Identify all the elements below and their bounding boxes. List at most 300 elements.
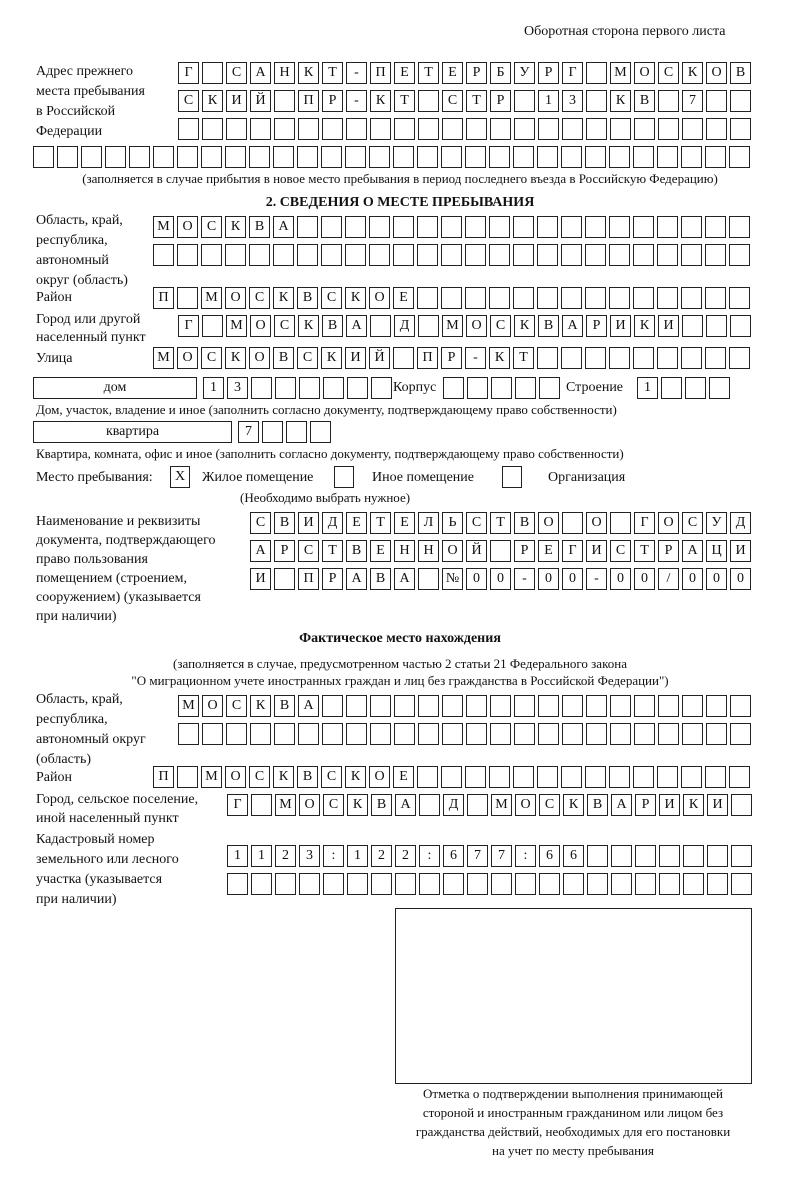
district-cell[interactable]: [705, 287, 726, 309]
document-cell[interactable]: С: [610, 540, 631, 562]
previous-address-cell[interactable]: К: [370, 90, 391, 112]
cadastral-cell[interactable]: [515, 873, 536, 895]
document-cell[interactable]: Т: [370, 512, 391, 534]
apartment-cell[interactable]: 7: [238, 421, 259, 443]
district-cell[interactable]: [729, 287, 750, 309]
district-cell[interactable]: [177, 287, 198, 309]
document-cell[interactable]: Д: [730, 512, 751, 534]
previous-address-cell[interactable]: -: [346, 90, 367, 112]
street-cell[interactable]: П: [417, 347, 438, 369]
cadastral-cell[interactable]: 1: [251, 845, 272, 867]
house-type-field[interactable]: дом: [33, 377, 197, 399]
actual-region-cell[interactable]: [706, 695, 727, 717]
previous-address-cell[interactable]: Т: [322, 62, 343, 84]
region-cell[interactable]: [441, 216, 462, 238]
actual-region-cell[interactable]: [490, 723, 511, 745]
actual-region-cell[interactable]: [490, 695, 511, 717]
actual-district-cell[interactable]: [465, 766, 486, 788]
actual-region-cell[interactable]: [322, 695, 343, 717]
actual-district-cell[interactable]: [681, 766, 702, 788]
document-cell[interactable]: П: [298, 568, 319, 590]
street-cell[interactable]: С: [201, 347, 222, 369]
region-cell[interactable]: [489, 216, 510, 238]
region-cell[interactable]: [609, 244, 630, 266]
previous-address-cell[interactable]: Е: [442, 62, 463, 84]
city-cell[interactable]: Г: [178, 315, 199, 337]
previous-address-cell[interactable]: [417, 146, 438, 168]
city-cell[interactable]: В: [322, 315, 343, 337]
house-cell[interactable]: 3: [227, 377, 248, 399]
region-cell[interactable]: А: [273, 216, 294, 238]
actual-district-cell[interactable]: [537, 766, 558, 788]
actual-city-cell[interactable]: [467, 794, 488, 816]
previous-address-cell[interactable]: П: [298, 90, 319, 112]
previous-address-cell[interactable]: [586, 118, 607, 140]
actual-city-cell[interactable]: А: [395, 794, 416, 816]
region-cell[interactable]: [153, 244, 174, 266]
previous-address-cell[interactable]: [201, 146, 222, 168]
document-cell[interactable]: С: [298, 540, 319, 562]
actual-district-cell[interactable]: С: [321, 766, 342, 788]
document-cell[interactable]: С: [250, 512, 271, 534]
actual-region-cell[interactable]: [418, 723, 439, 745]
previous-address-cell[interactable]: У: [514, 62, 535, 84]
district-cell[interactable]: [537, 287, 558, 309]
district-cell[interactable]: К: [273, 287, 294, 309]
region-cell[interactable]: [705, 216, 726, 238]
cadastral-cell[interactable]: [563, 873, 584, 895]
actual-region-cell[interactable]: [658, 695, 679, 717]
city-cell[interactable]: Д: [394, 315, 415, 337]
apartment-cell[interactable]: [286, 421, 307, 443]
street-cell[interactable]: О: [177, 347, 198, 369]
cadastral-cell[interactable]: [611, 873, 632, 895]
region-cell[interactable]: В: [249, 216, 270, 238]
previous-address-cell[interactable]: [129, 146, 150, 168]
street-cell[interactable]: К: [225, 347, 246, 369]
document-cell[interactable]: [610, 512, 631, 534]
actual-district-cell[interactable]: [609, 766, 630, 788]
actual-district-cell[interactable]: П: [153, 766, 174, 788]
actual-region-cell[interactable]: [634, 723, 655, 745]
building-cell[interactable]: [491, 377, 512, 399]
previous-address-cell[interactable]: [250, 118, 271, 140]
document-cell[interactable]: 0: [466, 568, 487, 590]
region-cell[interactable]: [273, 244, 294, 266]
actual-region-cell[interactable]: [202, 723, 223, 745]
region-cell[interactable]: [561, 244, 582, 266]
actual-region-cell[interactable]: [346, 723, 367, 745]
previous-address-cell[interactable]: [441, 146, 462, 168]
region-cell[interactable]: [417, 216, 438, 238]
region-cell[interactable]: [297, 244, 318, 266]
previous-address-cell[interactable]: [81, 146, 102, 168]
district-cell[interactable]: [513, 287, 534, 309]
actual-region-cell[interactable]: [682, 695, 703, 717]
cadastral-cell[interactable]: 7: [491, 845, 512, 867]
actual-city-cell[interactable]: К: [347, 794, 368, 816]
document-cell[interactable]: В: [514, 512, 535, 534]
street-cell[interactable]: Т: [513, 347, 534, 369]
region-cell[interactable]: [369, 216, 390, 238]
cadastral-cell[interactable]: [395, 873, 416, 895]
cadastral-cell[interactable]: [251, 873, 272, 895]
cadastral-cell[interactable]: [227, 873, 248, 895]
document-cell[interactable]: В: [274, 512, 295, 534]
actual-district-cell[interactable]: [633, 766, 654, 788]
region-cell[interactable]: К: [225, 216, 246, 238]
cadastral-cell[interactable]: [467, 873, 488, 895]
city-cell[interactable]: Р: [586, 315, 607, 337]
previous-address-cell[interactable]: [297, 146, 318, 168]
actual-region-cell[interactable]: [682, 723, 703, 745]
previous-address-cell[interactable]: [562, 118, 583, 140]
street-cell[interactable]: О: [249, 347, 270, 369]
document-cell[interactable]: Т: [490, 512, 511, 534]
actual-city-cell[interactable]: К: [563, 794, 584, 816]
previous-address-cell[interactable]: В: [730, 62, 751, 84]
cadastral-cell[interactable]: 2: [275, 845, 296, 867]
city-cell[interactable]: О: [466, 315, 487, 337]
actual-region-cell[interactable]: [658, 723, 679, 745]
region-cell[interactable]: [417, 244, 438, 266]
street-cell[interactable]: И: [345, 347, 366, 369]
region-cell[interactable]: [657, 244, 678, 266]
actual-city-cell[interactable]: С: [323, 794, 344, 816]
previous-address-cell[interactable]: С: [442, 90, 463, 112]
district-cell[interactable]: В: [297, 287, 318, 309]
actual-district-cell[interactable]: О: [369, 766, 390, 788]
actual-region-cell[interactable]: [706, 723, 727, 745]
previous-address-cell[interactable]: [657, 146, 678, 168]
actual-region-cell[interactable]: [442, 695, 463, 717]
document-cell[interactable]: Г: [634, 512, 655, 534]
street-cell[interactable]: Й: [369, 347, 390, 369]
previous-address-cell[interactable]: [465, 146, 486, 168]
previous-address-cell[interactable]: [274, 118, 295, 140]
document-cell[interactable]: [418, 568, 439, 590]
previous-address-cell[interactable]: [514, 90, 535, 112]
previous-address-cell[interactable]: [178, 118, 199, 140]
previous-address-cell[interactable]: [442, 118, 463, 140]
actual-city-cell[interactable]: С: [539, 794, 560, 816]
document-cell[interactable]: [562, 512, 583, 534]
actual-district-cell[interactable]: [561, 766, 582, 788]
region-cell[interactable]: М: [153, 216, 174, 238]
district-cell[interactable]: [609, 287, 630, 309]
document-cell[interactable]: [490, 540, 511, 562]
actual-region-cell[interactable]: [538, 695, 559, 717]
document-cell[interactable]: Т: [322, 540, 343, 562]
district-cell[interactable]: [633, 287, 654, 309]
region-cell[interactable]: [393, 216, 414, 238]
apartment-cell[interactable]: [262, 421, 283, 443]
previous-address-cell[interactable]: [202, 62, 223, 84]
region-cell[interactable]: [441, 244, 462, 266]
actual-city-cell[interactable]: М: [275, 794, 296, 816]
region-cell[interactable]: [537, 244, 558, 266]
cadastral-cell[interactable]: 6: [563, 845, 584, 867]
cadastral-cell[interactable]: [539, 873, 560, 895]
cadastral-cell[interactable]: :: [323, 845, 344, 867]
document-cell[interactable]: А: [682, 540, 703, 562]
actual-region-cell[interactable]: [514, 723, 535, 745]
street-cell[interactable]: [657, 347, 678, 369]
actual-district-cell[interactable]: М: [201, 766, 222, 788]
city-cell[interactable]: А: [562, 315, 583, 337]
previous-address-cell[interactable]: Е: [394, 62, 415, 84]
actual-region-cell[interactable]: [586, 695, 607, 717]
previous-address-cell[interactable]: [370, 118, 391, 140]
house-cell[interactable]: [299, 377, 320, 399]
region-cell[interactable]: [585, 216, 606, 238]
previous-address-cell[interactable]: [538, 118, 559, 140]
document-cell[interactable]: Ц: [706, 540, 727, 562]
previous-address-cell[interactable]: Б: [490, 62, 511, 84]
region-cell[interactable]: [225, 244, 246, 266]
district-cell[interactable]: К: [345, 287, 366, 309]
document-cell[interactable]: Р: [322, 568, 343, 590]
region-cell[interactable]: [369, 244, 390, 266]
actual-city-cell[interactable]: И: [707, 794, 728, 816]
city-cell[interactable]: С: [274, 315, 295, 337]
cadastral-cell[interactable]: [323, 873, 344, 895]
street-cell[interactable]: Р: [441, 347, 462, 369]
document-cell[interactable]: В: [370, 568, 391, 590]
previous-address-cell[interactable]: Й: [250, 90, 271, 112]
region-cell[interactable]: [489, 244, 510, 266]
document-cell[interactable]: Н: [418, 540, 439, 562]
cadastral-cell[interactable]: [611, 845, 632, 867]
region-cell[interactable]: [345, 216, 366, 238]
actual-city-cell[interactable]: Р: [635, 794, 656, 816]
actual-district-cell[interactable]: Е: [393, 766, 414, 788]
street-cell[interactable]: М: [153, 347, 174, 369]
cadastral-cell[interactable]: 6: [443, 845, 464, 867]
actual-region-cell[interactable]: К: [250, 695, 271, 717]
district-cell[interactable]: [441, 287, 462, 309]
structure-cell[interactable]: [661, 377, 682, 399]
city-cell[interactable]: [202, 315, 223, 337]
document-cell[interactable]: 0: [562, 568, 583, 590]
cadastral-cell[interactable]: [731, 873, 752, 895]
previous-address-cell[interactable]: [658, 90, 679, 112]
previous-address-cell[interactable]: [489, 146, 510, 168]
document-cell[interactable]: Р: [514, 540, 535, 562]
cadastral-cell[interactable]: 1: [347, 845, 368, 867]
previous-address-cell[interactable]: М: [610, 62, 631, 84]
previous-address-cell[interactable]: [394, 118, 415, 140]
cadastral-cell[interactable]: [707, 845, 728, 867]
previous-address-cell[interactable]: [273, 146, 294, 168]
region-cell[interactable]: [633, 244, 654, 266]
document-cell[interactable]: Е: [370, 540, 391, 562]
district-cell[interactable]: [561, 287, 582, 309]
actual-region-cell[interactable]: [610, 723, 631, 745]
actual-district-cell[interactable]: С: [249, 766, 270, 788]
street-cell[interactable]: С: [297, 347, 318, 369]
district-cell[interactable]: О: [225, 287, 246, 309]
city-cell[interactable]: [418, 315, 439, 337]
city-cell[interactable]: К: [634, 315, 655, 337]
previous-address-cell[interactable]: [369, 146, 390, 168]
actual-district-cell[interactable]: [441, 766, 462, 788]
street-cell[interactable]: -: [465, 347, 486, 369]
previous-address-cell[interactable]: [729, 146, 750, 168]
actual-region-cell[interactable]: [370, 723, 391, 745]
previous-address-cell[interactable]: [322, 118, 343, 140]
street-cell[interactable]: [633, 347, 654, 369]
building-cell[interactable]: [539, 377, 560, 399]
building-cell[interactable]: [467, 377, 488, 399]
actual-city-cell[interactable]: К: [683, 794, 704, 816]
actual-region-cell[interactable]: [730, 723, 751, 745]
previous-address-cell[interactable]: [346, 118, 367, 140]
actual-region-cell[interactable]: [178, 723, 199, 745]
previous-address-cell[interactable]: -: [346, 62, 367, 84]
previous-address-cell[interactable]: Р: [490, 90, 511, 112]
previous-address-cell[interactable]: С: [658, 62, 679, 84]
cadastral-cell[interactable]: [371, 873, 392, 895]
previous-address-cell[interactable]: [490, 118, 511, 140]
document-cell[interactable]: -: [514, 568, 535, 590]
house-cell[interactable]: 1: [203, 377, 224, 399]
actual-city-cell[interactable]: О: [515, 794, 536, 816]
cadastral-cell[interactable]: :: [515, 845, 536, 867]
previous-address-cell[interactable]: К: [202, 90, 223, 112]
document-cell[interactable]: С: [682, 512, 703, 534]
actual-district-cell[interactable]: [729, 766, 750, 788]
previous-address-cell[interactable]: О: [706, 62, 727, 84]
actual-city-cell[interactable]: В: [587, 794, 608, 816]
cadastral-cell[interactable]: [491, 873, 512, 895]
district-cell[interactable]: Е: [393, 287, 414, 309]
district-cell[interactable]: [465, 287, 486, 309]
region-cell[interactable]: [681, 244, 702, 266]
city-cell[interactable]: А: [346, 315, 367, 337]
document-cell[interactable]: И: [730, 540, 751, 562]
previous-address-cell[interactable]: [393, 146, 414, 168]
region-cell[interactable]: [633, 216, 654, 238]
cadastral-cell[interactable]: [659, 873, 680, 895]
actual-region-cell[interactable]: [322, 723, 343, 745]
cadastral-cell[interactable]: :: [419, 845, 440, 867]
region-cell[interactable]: [681, 216, 702, 238]
previous-address-cell[interactable]: Т: [394, 90, 415, 112]
actual-city-cell[interactable]: И: [659, 794, 680, 816]
cadastral-cell[interactable]: 1: [227, 845, 248, 867]
city-cell[interactable]: М: [442, 315, 463, 337]
actual-region-cell[interactable]: М: [178, 695, 199, 717]
document-cell[interactable]: Ь: [442, 512, 463, 534]
document-cell[interactable]: Р: [658, 540, 679, 562]
actual-region-cell[interactable]: [346, 695, 367, 717]
previous-address-cell[interactable]: [706, 90, 727, 112]
actual-region-cell[interactable]: С: [226, 695, 247, 717]
previous-address-cell[interactable]: [225, 146, 246, 168]
document-cell[interactable]: У: [706, 512, 727, 534]
previous-address-cell[interactable]: [609, 146, 630, 168]
actual-district-cell[interactable]: [489, 766, 510, 788]
region-cell[interactable]: [609, 216, 630, 238]
actual-district-cell[interactable]: К: [345, 766, 366, 788]
actual-region-cell[interactable]: [730, 695, 751, 717]
cadastral-cell[interactable]: [587, 873, 608, 895]
actual-region-cell[interactable]: [418, 695, 439, 717]
previous-address-cell[interactable]: [57, 146, 78, 168]
city-cell[interactable]: [730, 315, 751, 337]
previous-address-cell[interactable]: [249, 146, 270, 168]
region-cell[interactable]: [345, 244, 366, 266]
document-cell[interactable]: Е: [538, 540, 559, 562]
document-cell[interactable]: 0: [490, 568, 511, 590]
actual-region-cell[interactable]: [466, 695, 487, 717]
city-cell[interactable]: И: [658, 315, 679, 337]
city-cell[interactable]: В: [538, 315, 559, 337]
previous-address-cell[interactable]: [513, 146, 534, 168]
document-cell[interactable]: [274, 568, 295, 590]
previous-address-cell[interactable]: [681, 146, 702, 168]
previous-address-cell[interactable]: И: [226, 90, 247, 112]
previous-address-cell[interactable]: В: [634, 90, 655, 112]
cadastral-cell[interactable]: [299, 873, 320, 895]
actual-city-cell[interactable]: Г: [227, 794, 248, 816]
actual-region-cell[interactable]: [370, 695, 391, 717]
previous-address-cell[interactable]: [345, 146, 366, 168]
previous-address-cell[interactable]: [586, 62, 607, 84]
district-cell[interactable]: [585, 287, 606, 309]
stay-option-checkbox[interactable]: Х: [170, 466, 190, 488]
city-cell[interactable]: К: [514, 315, 535, 337]
city-cell[interactable]: [706, 315, 727, 337]
city-cell[interactable]: К: [298, 315, 319, 337]
document-cell[interactable]: Т: [634, 540, 655, 562]
district-cell[interactable]: П: [153, 287, 174, 309]
region-cell[interactable]: [537, 216, 558, 238]
previous-address-cell[interactable]: [706, 118, 727, 140]
previous-address-cell[interactable]: Г: [178, 62, 199, 84]
region-cell[interactable]: [321, 244, 342, 266]
house-cell[interactable]: [251, 377, 272, 399]
actual-district-cell[interactable]: [585, 766, 606, 788]
previous-address-cell[interactable]: [202, 118, 223, 140]
actual-region-cell[interactable]: О: [202, 695, 223, 717]
actual-city-cell[interactable]: Д: [443, 794, 464, 816]
previous-address-cell[interactable]: О: [634, 62, 655, 84]
cadastral-cell[interactable]: [275, 873, 296, 895]
region-cell[interactable]: [561, 216, 582, 238]
house-cell[interactable]: [347, 377, 368, 399]
apartment-type-field[interactable]: квартира: [33, 421, 232, 443]
previous-address-cell[interactable]: [730, 90, 751, 112]
stay-option-checkbox[interactable]: [334, 466, 354, 488]
actual-district-cell[interactable]: [705, 766, 726, 788]
region-cell[interactable]: О: [177, 216, 198, 238]
document-cell[interactable]: -: [586, 568, 607, 590]
previous-address-cell[interactable]: [418, 118, 439, 140]
cadastral-cell[interactable]: 2: [395, 845, 416, 867]
document-cell[interactable]: О: [538, 512, 559, 534]
district-cell[interactable]: [681, 287, 702, 309]
street-cell[interactable]: [393, 347, 414, 369]
document-cell[interactable]: О: [442, 540, 463, 562]
cadastral-cell[interactable]: [419, 873, 440, 895]
cadastral-cell[interactable]: [587, 845, 608, 867]
previous-address-cell[interactable]: [274, 90, 295, 112]
previous-address-cell[interactable]: [33, 146, 54, 168]
district-cell[interactable]: [489, 287, 510, 309]
previous-address-cell[interactable]: Н: [274, 62, 295, 84]
